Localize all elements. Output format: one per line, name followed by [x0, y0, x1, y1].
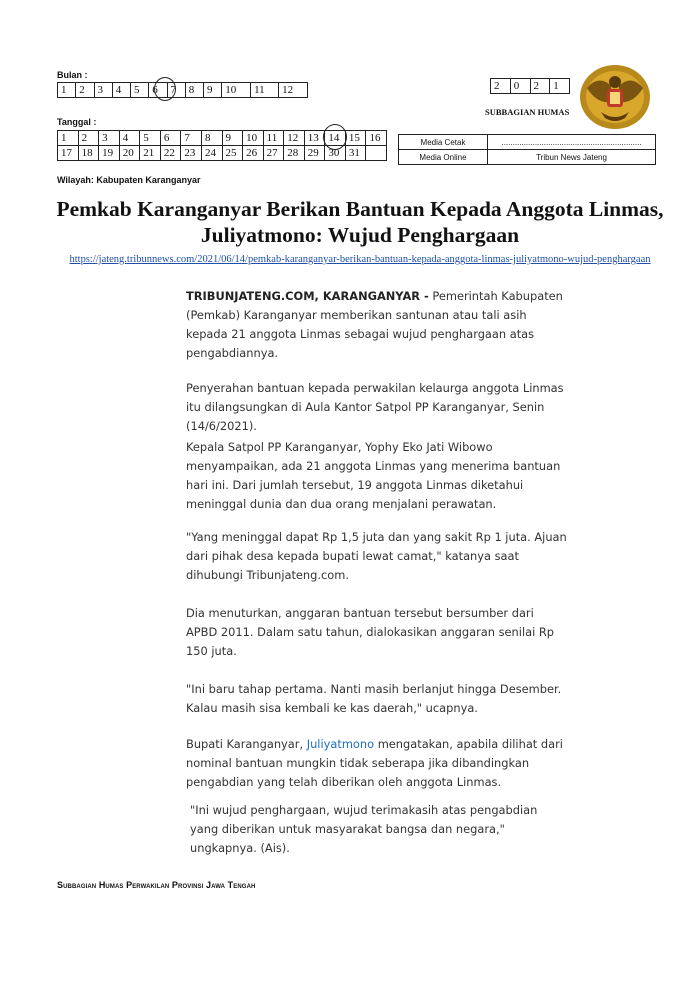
day-cell: 15: [345, 131, 366, 146]
day-cell: 7: [181, 131, 202, 146]
day-cell: 8: [201, 131, 222, 146]
day-cell: 29: [304, 146, 325, 161]
selected-month-circle: [154, 77, 176, 101]
day-cell: 26: [243, 146, 264, 161]
day-cell: 25: [222, 146, 243, 161]
paragraph-1: [186, 287, 564, 363]
media-online-value: Tribun News Jateng: [488, 150, 656, 165]
wilayah-label: Wilayah: Kabupaten Karanganyar: [57, 175, 201, 185]
day-cell: 11: [263, 131, 284, 146]
day-cell: 4: [119, 131, 140, 146]
day-cell: 6: [160, 131, 181, 146]
media-cetak-label: Media Cetak: [399, 135, 488, 150]
day-cell: 20: [119, 146, 140, 161]
year-digit-cell: 2: [491, 79, 511, 94]
day-cell: 23: [181, 146, 202, 161]
year-grid: [490, 78, 570, 94]
month-cell: 3: [94, 83, 112, 98]
month-cell: 9: [204, 83, 222, 98]
bulan-label: Bulan :: [57, 70, 88, 80]
paragraph-7: [186, 735, 564, 792]
day-cell: 21: [140, 146, 161, 161]
paragraph-3: Kepala Satpol PP Karanganyar, Yophy Eko Jati Wibowo menyampaikan, ada 21 anggota Linmas yang menerima bantuan hari ini. Dari jumlah tersebut, 19 anggota Linmas diketahui meninggal dunia dan dua orang menjalani perawatan.: [186, 440, 561, 511]
month-cell: 2: [76, 83, 94, 98]
day-cell: 24: [201, 146, 222, 161]
day-cell: 3: [99, 131, 120, 146]
day-cell: 30: [325, 146, 346, 161]
org-label: SUBBAGIAN HUMAS: [485, 107, 570, 117]
paragraph-7-post: mengatakan, apabila dilihat dari nominal bantuan mungkin tidak seberapa jika dibandingkan pengabdian yang telah diberikan oleh anggota Linmas.: [186, 737, 563, 789]
month-cell: 7: [167, 83, 185, 98]
media-table: [398, 134, 656, 165]
day-cell: 1: [58, 131, 79, 146]
day-cell: 2: [78, 131, 99, 146]
paragraph-8: "Ini wujud penghargaan, wujud terimakasih atas pengabdian yang diberikan untuk masyarakat bangsa dan negara," ungkapnya. (Ais).: [190, 803, 538, 855]
media-cetak-value: ...............................................................: [488, 135, 656, 150]
dateline: TRIBUNJATENG.COM, KARANGANYAR -: [186, 289, 429, 303]
day-cell: 9: [222, 131, 243, 146]
year-digit-cell: 2: [530, 79, 550, 94]
day-cell: [366, 146, 387, 161]
month-cell: 8: [185, 83, 203, 98]
paragraph-2: Penyerahan bantuan kepada perwakilan kelaurga anggota Linmas itu dilangsungkan di Aula Kantor Satpol PP Karanganyar, Senin (14/6/2021).: [186, 381, 564, 433]
day-cell: 10: [243, 131, 264, 146]
article-url-link[interactable]: https://jateng.tribunnews.com/2021/06/14/pemkab-karanganyar-berikan-bantuan-kepada-anggota-linmas-juliyatmono-wujud-penghargaan: [69, 254, 651, 265]
month-cell: 6: [149, 83, 167, 98]
juliyatmono-link[interactable]: Juliyatmono: [306, 737, 375, 751]
day-cell: 27: [263, 146, 284, 161]
day-cell: 18: [78, 146, 99, 161]
paragraph-5: Dia menuturkan, anggaran bantuan tersebut bersumber dari APBD 2011. Dalam satu tahun, dialokasikan anggaran senilai Rp 150 juta.: [186, 606, 555, 658]
article-title: Pemkab Karanganyar Berikan Bantuan Kepada Anggota Linmas, Juliyatmono: Wujud Penghargaan: [56, 197, 664, 247]
day-cell: 31: [345, 146, 366, 161]
month-grid: [57, 82, 308, 98]
selected-day-circle: [323, 124, 347, 150]
month-cell: 10: [222, 83, 251, 98]
year-digit-cell: 0: [510, 79, 530, 94]
media-online-label: Media Online: [399, 150, 488, 165]
day-cell: 12: [284, 131, 305, 146]
footer-text: Subbagian Humas Perwakilan Provinsi Jawa Tengah: [57, 880, 256, 890]
garuda-emblem-icon: [577, 62, 653, 132]
day-cell: 16: [366, 131, 387, 146]
day-cell: 5: [140, 131, 161, 146]
paragraph-7-pre: Bupati Karanganyar,: [186, 737, 304, 751]
year-digit-cell: 1: [550, 79, 570, 94]
tanggal-label: Tanggal :: [57, 117, 97, 127]
day-cell: 19: [99, 146, 120, 161]
paragraph-6: "Ini baru tahap pertama. Nanti masih berlanjut hingga Desember. Kalau masih sisa kembali ke kas daerah," ucapnya.: [186, 682, 562, 715]
paragraph-1-text: Pemerintah Kabupaten (Pemkab) Karanganyar memberikan santunan atau tali asih kepada 21 anggota Linmas sebagai wujud penghargaan atas pengabdiannya.: [186, 289, 563, 360]
day-cell: 14: [325, 131, 346, 146]
month-cell: 4: [112, 83, 130, 98]
day-cell: 22: [160, 146, 181, 161]
day-cell: 17: [58, 146, 79, 161]
month-cell: 1: [58, 83, 76, 98]
month-cell: 5: [131, 83, 149, 98]
month-cell: 12: [279, 83, 308, 98]
day-cell: 13: [304, 131, 325, 146]
month-cell: 11: [251, 83, 279, 98]
day-cell: 28: [284, 146, 305, 161]
paragraph-4: "Yang meninggal dapat Rp 1,5 juta dan yang sakit Rp 1 juta. Ajuan dari pihak desa kepada bupati lewat camat," katanya saat dihubungi Tribunjateng.com.: [186, 530, 567, 582]
